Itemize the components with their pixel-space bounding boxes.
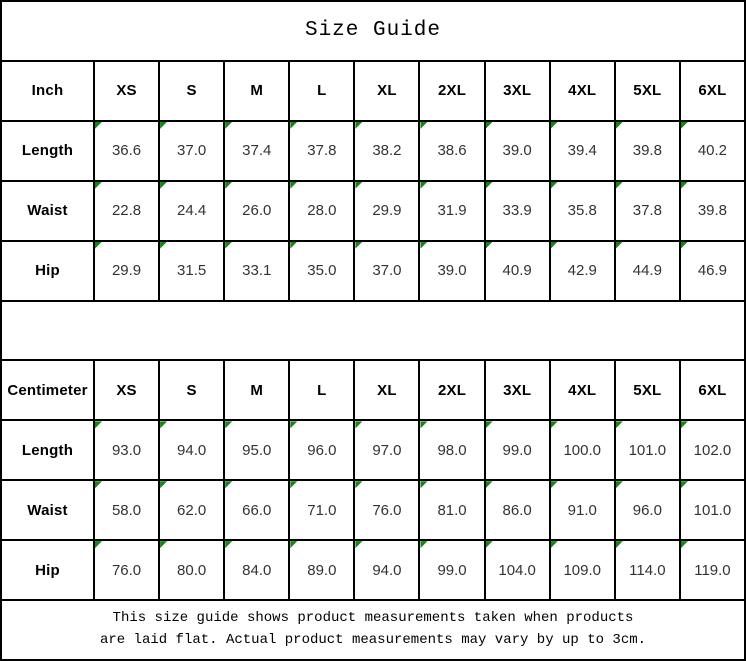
flag-icon [160,541,167,548]
size-value-cell [486,421,549,479]
col-header: XL [355,361,418,419]
size-value-cell [355,421,418,479]
size-value-cell [95,182,158,240]
size-value-cell [290,182,353,240]
flag-icon [355,122,362,129]
flag-icon [225,182,232,189]
flag-icon [160,481,167,488]
size-value-cell [551,541,614,599]
size-value-cell [616,541,679,599]
flag-icon [95,182,102,189]
value-text: 31.5 [177,262,207,280]
size-value-cell [616,122,679,180]
size-value-cell [355,182,418,240]
value-text: 71.0 [307,501,337,519]
size-value-cell [681,122,744,180]
flag-icon [486,541,493,548]
flag-icon [486,421,493,428]
value-text: 58.0 [111,501,142,519]
flag-icon [420,421,427,428]
flag-icon [225,481,232,488]
row-header-waist: Waist [2,182,93,240]
row-header-length: Length [2,421,93,479]
value-text: 99.0 [437,561,467,579]
row-header-hip: Hip [2,541,93,599]
flag-icon [681,182,688,189]
size-value-cell [681,541,744,599]
size-value-cell [290,421,353,479]
size-value-cell [486,182,549,240]
flag-icon [551,421,558,428]
value-text: 28.0 [307,202,337,220]
col-header: 6XL [681,62,744,120]
flag-icon [616,541,623,548]
value-text: 40.9 [502,262,532,280]
flag-icon [616,481,623,488]
size-value-cell [681,242,744,300]
value-text: 114.0 [629,561,666,579]
value-text: 22.8 [111,202,142,220]
size-value-cell [486,541,549,599]
value-text: 76.0 [372,501,402,519]
flag-icon [290,242,297,249]
col-header: XS [95,361,158,419]
flag-icon [355,242,362,249]
flag-icon [160,122,167,129]
col-header: 2XL [420,361,483,419]
value-text: 93.0 [111,441,142,459]
flag-icon [681,242,688,249]
size-value-cell [551,481,614,539]
flag-icon [486,182,493,189]
flag-icon [290,421,297,428]
flag-icon [355,541,362,548]
value-text: 62.0 [177,501,207,519]
flag-icon [355,421,362,428]
col-header: XL [355,62,418,120]
unit-header-centimeter: Centimeter [2,361,93,419]
size-value-cell [551,182,614,240]
value-text: 42.9 [567,262,597,280]
value-text: 39.0 [502,142,532,160]
size-value-cell [616,481,679,539]
size-value-cell [420,481,483,539]
value-text: 94.0 [177,441,207,459]
col-header: 4XL [551,361,614,419]
flag-icon [290,122,297,129]
value-text: 104.0 [498,561,536,579]
flag-icon [355,182,362,189]
value-text: 46.9 [697,262,728,280]
value-text: 24.4 [177,202,207,220]
spacer-row [2,302,744,360]
flag-icon [95,481,102,488]
size-value-cell [486,242,549,300]
col-header: 2XL [420,62,483,120]
col-header: 5XL [616,361,679,419]
flag-icon [225,242,232,249]
size-value-cell [355,481,418,539]
flag-icon [290,541,297,548]
flag-icon [95,421,102,428]
size-value-cell [160,182,223,240]
flag-icon [355,481,362,488]
col-header: M [225,62,288,120]
col-header: 4XL [551,62,614,120]
value-text: 96.0 [307,441,337,459]
col-header: 6XL [681,361,744,419]
value-text: 39.4 [567,142,597,160]
size-value-cell [290,122,353,180]
value-text: 39.8 [697,202,728,220]
flag-icon [160,182,167,189]
value-text: 99.0 [502,441,532,459]
flag-icon [290,481,297,488]
note-line-1: This size guide shows product measurements taken when products [112,610,634,627]
size-value-cell [486,481,549,539]
flag-icon [420,242,427,249]
size-value-cell [160,541,223,599]
flag-icon [95,122,102,129]
flag-icon [551,481,558,488]
size-value-cell [420,242,483,300]
flag-icon [420,541,427,548]
size-value-cell [225,421,288,479]
value-text: 95.0 [242,441,272,459]
flag-icon [95,242,102,249]
value-text: 37.0 [177,142,207,160]
flag-icon [681,122,688,129]
value-text: 94.0 [372,561,402,579]
measurement-note [2,601,744,659]
page-title: Size Guide [2,2,744,60]
flag-icon [551,541,558,548]
value-text: 29.9 [372,202,402,220]
value-text: 31.9 [437,202,467,220]
value-text: 36.6 [111,142,142,160]
size-value-cell [225,481,288,539]
value-text: 39.8 [632,142,662,160]
size-value-cell [225,182,288,240]
col-header: L [290,361,353,419]
value-text: 35.0 [307,262,337,280]
value-text: 80.0 [177,561,207,579]
value-text: 37.8 [632,202,662,220]
value-text: 76.0 [111,561,142,579]
size-value-cell [616,182,679,240]
value-text: 91.0 [567,501,597,519]
value-text: 38.6 [437,142,467,160]
size-value-cell [290,242,353,300]
value-text: 101.0 [628,441,667,459]
value-text: 39.0 [437,262,467,280]
size-value-cell [681,182,744,240]
flag-icon [160,242,167,249]
value-text: 102.0 [693,441,732,459]
size-value-cell [95,541,158,599]
flag-icon [616,421,623,428]
flag-icon [551,242,558,249]
col-header: 5XL [616,62,679,120]
col-header: 3XL [486,62,549,120]
flag-icon [420,481,427,488]
flag-icon [486,242,493,249]
size-value-cell [355,242,418,300]
value-text: 81.0 [437,501,467,519]
value-text: 44.9 [632,262,662,280]
value-text: 100.0 [563,441,602,459]
col-header: S [160,361,223,419]
flag-icon [486,122,493,129]
value-text: 33.1 [242,262,272,280]
size-value-cell [225,242,288,300]
size-value-cell [420,182,483,240]
size-value-cell [420,541,483,599]
size-value-cell [551,242,614,300]
size-value-cell [290,481,353,539]
row-header-waist: Waist [2,481,93,539]
value-text: 26.0 [242,202,272,220]
flag-icon [616,242,623,249]
value-text: 37.4 [242,142,272,160]
value-text: 35.8 [567,202,597,220]
size-value-cell [225,122,288,180]
flag-icon [420,122,427,129]
size-value-cell [225,541,288,599]
flag-icon [486,481,493,488]
size-value-cell [95,122,158,180]
size-value-cell [681,481,744,539]
size-value-cell [95,421,158,479]
size-value-cell [551,122,614,180]
flag-icon [420,182,427,189]
value-text: 37.8 [307,142,337,160]
size-value-cell [160,421,223,479]
size-value-cell [420,421,483,479]
value-text: 38.2 [372,142,402,160]
value-text: 98.0 [437,441,467,459]
size-value-cell [616,421,679,479]
value-text: 109.0 [563,561,602,579]
value-text: 84.0 [242,561,272,579]
flag-icon [551,122,558,129]
size-value-cell [486,122,549,180]
size-value-cell [681,421,744,479]
flag-icon [681,481,688,488]
value-text: 29.9 [111,262,142,280]
value-text: 119.0 [694,561,731,579]
size-value-cell [160,242,223,300]
flag-icon [225,541,232,548]
value-text: 40.2 [697,142,728,160]
size-value-cell [616,242,679,300]
flag-icon [681,541,688,548]
unit-header-inch: Inch [2,62,93,120]
value-text: 97.0 [372,441,402,459]
flag-icon [225,122,232,129]
col-header: XS [95,62,158,120]
flag-icon [225,421,232,428]
size-value-cell [355,541,418,599]
flag-icon [551,182,558,189]
value-text: 33.9 [502,202,532,220]
col-header: M [225,361,288,419]
col-header: 3XL [486,361,549,419]
note-line-2: are laid flat. Actual product measurements may vary by up to 3cm. [99,632,647,649]
size-value-cell [551,421,614,479]
flag-icon [681,421,688,428]
size-value-cell [95,242,158,300]
flag-icon [95,541,102,548]
size-value-cell [160,122,223,180]
flag-icon [616,182,623,189]
value-text: 37.0 [372,262,402,280]
col-header: L [290,62,353,120]
size-value-cell [290,541,353,599]
value-text: 101.0 [693,501,732,519]
flag-icon [616,122,623,129]
value-text: 86.0 [502,501,532,519]
size-value-cell [160,481,223,539]
flag-icon [290,182,297,189]
row-header-hip: Hip [2,242,93,300]
col-header: S [160,62,223,120]
size-value-cell [355,122,418,180]
flag-icon [160,421,167,428]
row-header-length: Length [2,122,93,180]
value-text: 66.0 [242,501,272,519]
size-value-cell [420,122,483,180]
size-value-cell [95,481,158,539]
value-text: 96.0 [632,501,662,519]
value-text: 89.0 [307,561,337,579]
